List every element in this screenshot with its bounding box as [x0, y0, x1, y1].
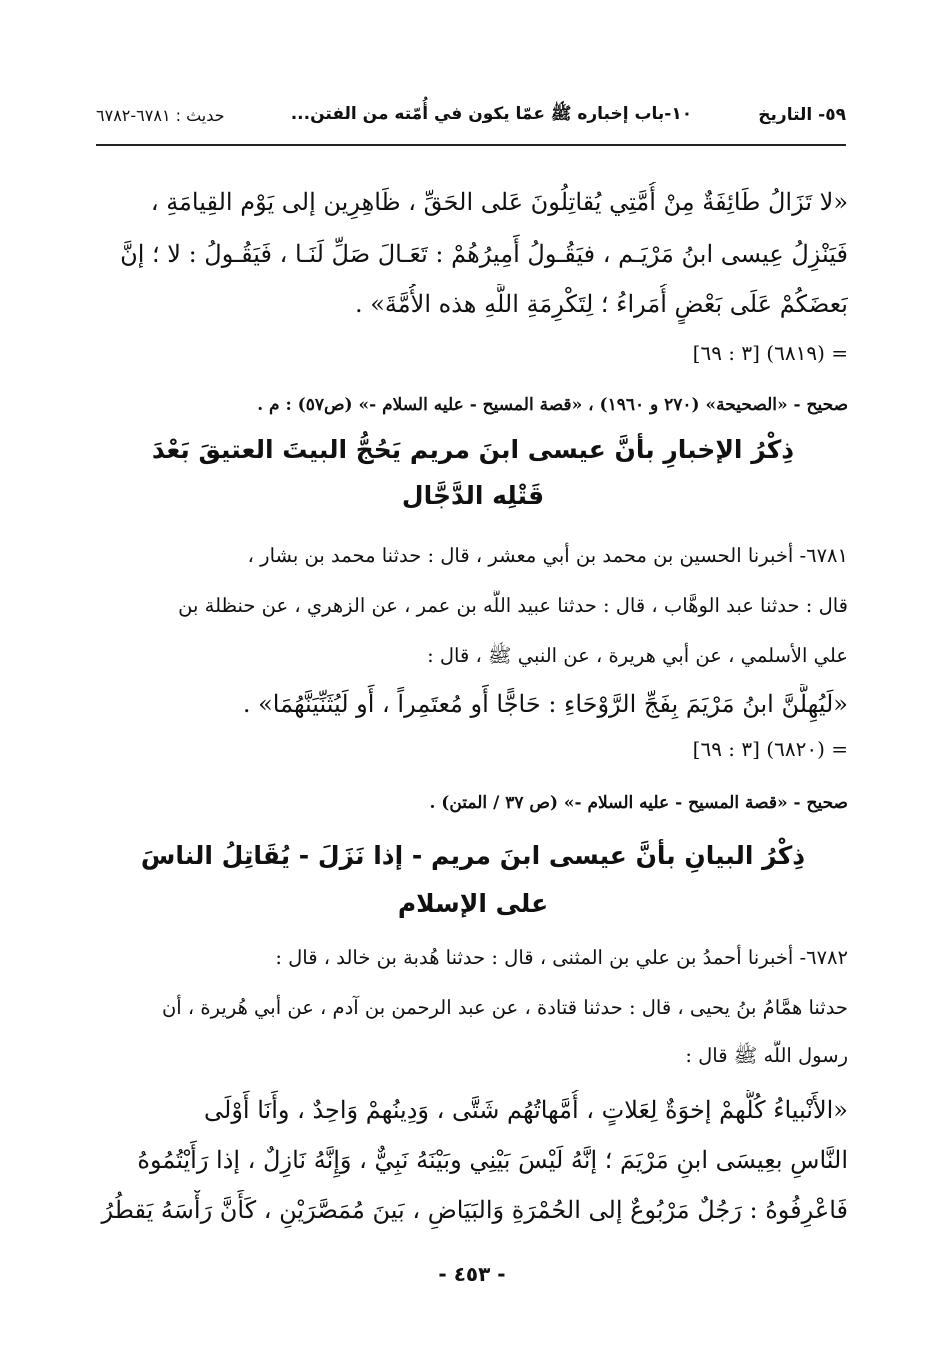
grade-note: صحيح - «قصة المسيح - عليه السلام -» (ص ٣٧ / المتن) . [429, 793, 848, 813]
section-heading: ذِكْرُ البيانِ بأنَّ عيسى ابنَ مريم - إذا نَزَلَ - يُقَاتِلُ الناسَ [140, 841, 806, 870]
page-number: - ٤٥٣ - [438, 1262, 506, 1286]
isnad-line: حدثنا همَّامُ بنُ يحيى ، قال : حدثنا قتادة ، عن عبد الرحمن بن آدم ، عن أبي هُريرة ، أن [161, 996, 848, 1019]
grade-note: صحيح - «الصحيحة» (٢٧٠ و ١٩٦٠) ، «قصة المسيح - عليه السلام -» (ص٥٧) : م . [257, 395, 848, 415]
matn-line: «لَيُهِلَّنَّ ابنُ مَرْيَمَ بِفَجِّ الرَّوْحَاءِ : حَاجًّا أَو مُعتَمِراً ، أَو لَيُثَنِّيَنَّهُمَا» . [242, 690, 848, 718]
hadith-reference: = (٦٨٢٠) [٣ : ٦٩] [692, 737, 848, 761]
header-hadith-range: حديث : ٦٧٨١-٦٧٨٢ [96, 105, 225, 125]
section-heading: قَتْلِه الدَّجَّال [401, 481, 545, 510]
section-heading: على الإسلام [397, 889, 549, 918]
isnad-line: ٦٧٨٢- أخبرنا أحمدُ بن علي بن المثنى ، قال : حدثنا هُدبة بن خالد ، قال : [275, 946, 848, 969]
hadith-reference: = (٦٨١٩) [٣ : ٦٩] [692, 341, 848, 365]
matn-line: «لا تَزَالُ طَائِفَةٌ مِنْ أُمَّتِي يُقاتِلُونَ عَلى الحَقِّ ، ظَاهِرِين إلى يَوْم القِيامَةِ ، [150, 188, 848, 216]
header-rule [96, 144, 846, 146]
running-header [96, 98, 846, 132]
isnad-line: قال : حدثنا عبد الوهَّاب ، قال : حدثنا عبيد اللَّه بن عمر ، عن الزهري ، عن حنظلة بن [178, 594, 848, 617]
matn-line: بَعضَكُمْ عَلَى بَعْضٍ أُمَراءُ ؛ لِتَكْرِمَةِ اللَّهِ هذه الأُمَّةَ» . [354, 290, 848, 318]
matn-line: النَّاسِ بعِيسَى ابنِ مَرْيَمَ ؛ إنَّهُ لَيْسَ بَيْنِي وبَيْنَهُ نَبِيٌّ ، وَإِنَّهُ نَازِلٌ ، إذا رَأَيْتُمُوهُ [137, 1146, 848, 1174]
matn-line: فَاعْرِفُوهُ : رَجُلٌ مَرْبُوعٌ إلى الحُمْرَةِ وَالبَيَاضِ ، بَينَ مُمَصَّرَيْنِ ، كَأَنَّ رَأْسَهُ يَقطُرُ [101, 1196, 848, 1224]
header-section: ١٠-باب إخباره ﷺ عمّا يكون في أُمّته من الفتن... [290, 103, 693, 124]
header-chapter: ٥٩- التاريخ [758, 105, 846, 125]
section-heading: ذِكْرُ الإخبارِ بأنَّ عيسى ابنَ مريم يَحُجُّ البيتَ العتيقَ بَعْدَ [151, 435, 795, 464]
isnad-line: رسول اللَّه ﷺ قال : [685, 1044, 848, 1067]
matn-line: فَيَنْزِلُ عِيسى ابنُ مَرْيَـم ، فيَقُـولُ أَمِيرُهُمْ : تَعَـالَ صَلِّ لَنَـا ، فَيَقُـولُ : لا ؛ إنَّ [120, 240, 848, 268]
isnad-line: ٦٧٨١- أخبرنا الحسين بن محمد بن أبي معشر ، قال : حدثنا محمد بن بشار ، [247, 544, 848, 567]
isnad-line: علي الأسلمي ، عن أبي هريرة ، عن النبي ﷺ ، قال : [427, 644, 848, 667]
matn-line: «الأَنْبياءُ كُلُّهمْ إخوَةٌ لِعَلاتٍ ، أُمَّهاتُهُم شَتَّى ، وَدِينُهمْ وَاحِدٌ ، وأَنَا أَوْلَى [204, 1096, 848, 1124]
